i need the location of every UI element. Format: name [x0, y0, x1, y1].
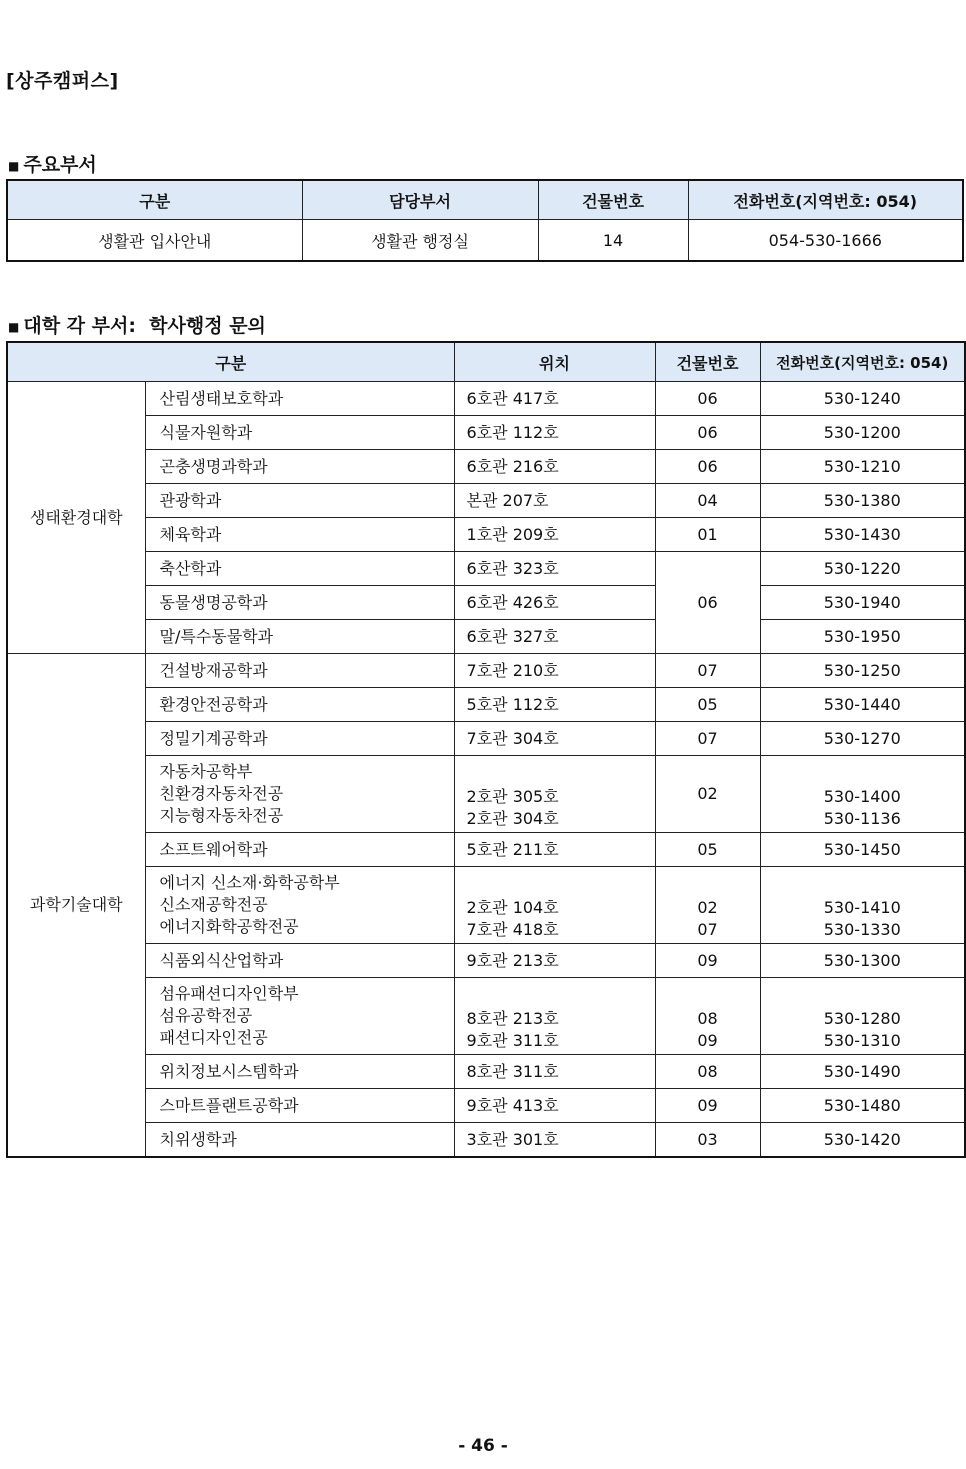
- phone-line: 530-1410: [823, 898, 901, 917]
- dept-building: 09: [655, 1089, 760, 1123]
- table-row: [7, 484, 965, 518]
- dept-line: 섬유공학전공: [159, 1006, 253, 1025]
- dept-phone: 530-1240: [760, 382, 965, 416]
- table-row: [7, 944, 965, 978]
- dept-name: 식물자원학과: [145, 416, 454, 450]
- table-row: [7, 518, 965, 552]
- dept-location: 5호관 211호: [454, 833, 655, 867]
- header-category: 구분: [7, 342, 454, 382]
- loc-line: 2호관 305호: [466, 787, 559, 806]
- dept-name: 스마트플랜트공학과: [145, 1089, 454, 1123]
- dept-phone: 530-1490: [760, 1055, 965, 1089]
- dept-building: 07: [655, 654, 760, 688]
- college-eco: 생태환경대학: [7, 382, 145, 654]
- dept-phone: 530-1440: [760, 688, 965, 722]
- college-science: 과학기술대학: [7, 654, 145, 1158]
- dept-phone: 530-1220: [760, 552, 965, 586]
- dept-name: 위치정보시스템학과: [145, 1055, 454, 1089]
- dept-table: [6, 341, 966, 1158]
- bld-line: 02: [697, 784, 718, 803]
- dept-location: 3호관 301호: [454, 1123, 655, 1158]
- dept-name: 건설방재공학과: [145, 654, 454, 688]
- phone-line: 530-1330: [823, 920, 901, 939]
- dept-building: 05: [655, 833, 760, 867]
- table-row: [7, 1089, 965, 1123]
- table-row: [7, 756, 965, 833]
- dept-building: 07: [655, 722, 760, 756]
- dept-name: 식품외식산업학과: [145, 944, 454, 978]
- dept-phone: 530-1270: [760, 722, 965, 756]
- dept-phone: 530-1430: [760, 518, 965, 552]
- table-row: [7, 620, 965, 654]
- dept-line: 섬유패션디자인학부: [159, 984, 299, 1003]
- table-row: [7, 1055, 965, 1089]
- dept-phone: 530-1300: [760, 944, 965, 978]
- dept-location: 본관 207호: [454, 484, 655, 518]
- dept-name: 관광학과: [145, 484, 454, 518]
- page-number: - 46 -: [458, 1436, 508, 1456]
- phone-line: 530-1310: [823, 1031, 901, 1050]
- table-row: [7, 450, 965, 484]
- dept-name: 치위생학과: [145, 1123, 454, 1158]
- header-building: 건물번호: [538, 180, 688, 220]
- header-location: 위치: [454, 342, 655, 382]
- loc-line: 8호관 213호: [466, 1009, 559, 1028]
- header-phone: 전화번호(지역번호: 054): [760, 342, 965, 382]
- cell-building: 14: [538, 220, 688, 262]
- loc-line: 9호관 311호: [466, 1031, 559, 1050]
- dept-location: 6호관 112호: [454, 416, 655, 450]
- dept-location: 9호관 213호: [454, 944, 655, 978]
- main-dept-table: [6, 179, 964, 262]
- dept-location: 7호관 210호: [454, 654, 655, 688]
- dept-section-heading: [8, 311, 266, 338]
- dept-phone: 530-1250: [760, 654, 965, 688]
- dept-location: 8호관 311호: [454, 1055, 655, 1089]
- dept-building: 06: [655, 552, 760, 654]
- bld-line: 09: [697, 1031, 718, 1050]
- dept-building: [655, 867, 760, 944]
- header-category: 구분: [7, 180, 302, 220]
- dept-name: 축산학과: [145, 552, 454, 586]
- table-row: [7, 867, 965, 944]
- table-row: [7, 1123, 965, 1158]
- dept-line: 패션디자인전공: [159, 1028, 268, 1047]
- dept-name: 말/특수동물학과: [145, 620, 454, 654]
- dept-phone: 530-1480: [760, 1089, 965, 1123]
- dept-phone: [760, 867, 965, 944]
- dept-building: 03: [655, 1123, 760, 1158]
- dept-name: 체육학과: [145, 518, 454, 552]
- dept-location: 6호관 323호: [454, 552, 655, 586]
- dept-building: 06: [655, 382, 760, 416]
- dept-location: 9호관 413호: [454, 1089, 655, 1123]
- table-row: [7, 220, 963, 262]
- table-row: [7, 654, 965, 688]
- dept-location: [454, 756, 655, 833]
- dept-line: 자동차공학부: [159, 762, 253, 781]
- dept-name: [145, 756, 454, 833]
- phone-line: 530-1136: [823, 809, 901, 828]
- dept-location: 6호관 327호: [454, 620, 655, 654]
- table-row: [7, 978, 965, 1055]
- table-row: [7, 722, 965, 756]
- header-dept: 담당부서: [302, 180, 538, 220]
- campus-title: [상주캠퍼스]: [6, 70, 119, 92]
- table-row: [7, 552, 965, 586]
- dept-phone: [760, 756, 965, 833]
- dept-location: [454, 978, 655, 1055]
- dept-line: 에너지화학공학전공: [159, 917, 299, 936]
- main-section-heading: [8, 150, 97, 177]
- dept-name: 동물생명공학과: [145, 586, 454, 620]
- phone-line: 530-1280: [823, 1009, 901, 1028]
- dept-line: 친환경자동차전공: [159, 784, 284, 803]
- dept-name: 산림생태보호학과: [145, 382, 454, 416]
- main-section-title: 주요부서: [23, 154, 97, 176]
- dept-phone: [760, 978, 965, 1055]
- cell-phone: 054-530-1666: [688, 220, 963, 262]
- dept-phone: 530-1940: [760, 586, 965, 620]
- dept-name: [145, 978, 454, 1055]
- dept-location: 1호관 209호: [454, 518, 655, 552]
- square-bullet-icon: ■: [8, 158, 20, 173]
- dept-building: 06: [655, 416, 760, 450]
- dept-name: 환경안전공학과: [145, 688, 454, 722]
- dept-phone: 530-1380: [760, 484, 965, 518]
- loc-line: 7호관 418호: [466, 920, 559, 939]
- dept-phone: 530-1200: [760, 416, 965, 450]
- phone-line: 530-1400: [823, 787, 901, 806]
- dept-building: [655, 978, 760, 1055]
- bld-line: 08: [697, 1009, 718, 1028]
- dept-phone: 530-1950: [760, 620, 965, 654]
- dept-name: 소프트웨어학과: [145, 833, 454, 867]
- dept-location: [454, 867, 655, 944]
- dept-section-title: 대학 각 부서: 학사행정 문의: [23, 315, 266, 337]
- dept-building: 05: [655, 688, 760, 722]
- dept-phone: 530-1420: [760, 1123, 965, 1158]
- dept-building: 01: [655, 518, 760, 552]
- dept-line: 에너지 신소재·화학공학부: [159, 873, 340, 892]
- loc-line: 2호관 104호: [466, 898, 559, 917]
- dept-name: [145, 867, 454, 944]
- dept-line: 지능형자동차전공: [159, 806, 284, 825]
- table-row: [7, 382, 965, 416]
- dept-building: 04: [655, 484, 760, 518]
- table-row: [7, 833, 965, 867]
- dept-location: 6호관 216호: [454, 450, 655, 484]
- dept-location: 7호관 304호: [454, 722, 655, 756]
- square-bullet-icon: ■: [8, 319, 20, 334]
- loc-line: 2호관 304호: [466, 809, 559, 828]
- table-row: [7, 416, 965, 450]
- dept-phone: 530-1210: [760, 450, 965, 484]
- cell-dept: 생활관 행정실: [302, 220, 538, 262]
- bld-line: 07: [697, 920, 718, 939]
- dept-name: 곤충생명과학과: [145, 450, 454, 484]
- header-phone: 전화번호(지역번호: 054): [688, 180, 963, 220]
- dept-location: 6호관 426호: [454, 586, 655, 620]
- dept-line: 신소재공학전공: [159, 895, 268, 914]
- header-building: 건물번호: [655, 342, 760, 382]
- cell-category: 생활관 입사안내: [7, 220, 302, 262]
- dept-phone: 530-1450: [760, 833, 965, 867]
- bld-line: 02: [697, 898, 718, 917]
- table-row: [7, 688, 965, 722]
- dept-building: 09: [655, 944, 760, 978]
- dept-location: 5호관 112호: [454, 688, 655, 722]
- dept-location: 6호관 417호: [454, 382, 655, 416]
- table-row: [7, 586, 965, 620]
- dept-building: 06: [655, 450, 760, 484]
- dept-building: [655, 756, 760, 833]
- dept-name: 정밀기계공학과: [145, 722, 454, 756]
- dept-building: 08: [655, 1055, 760, 1089]
